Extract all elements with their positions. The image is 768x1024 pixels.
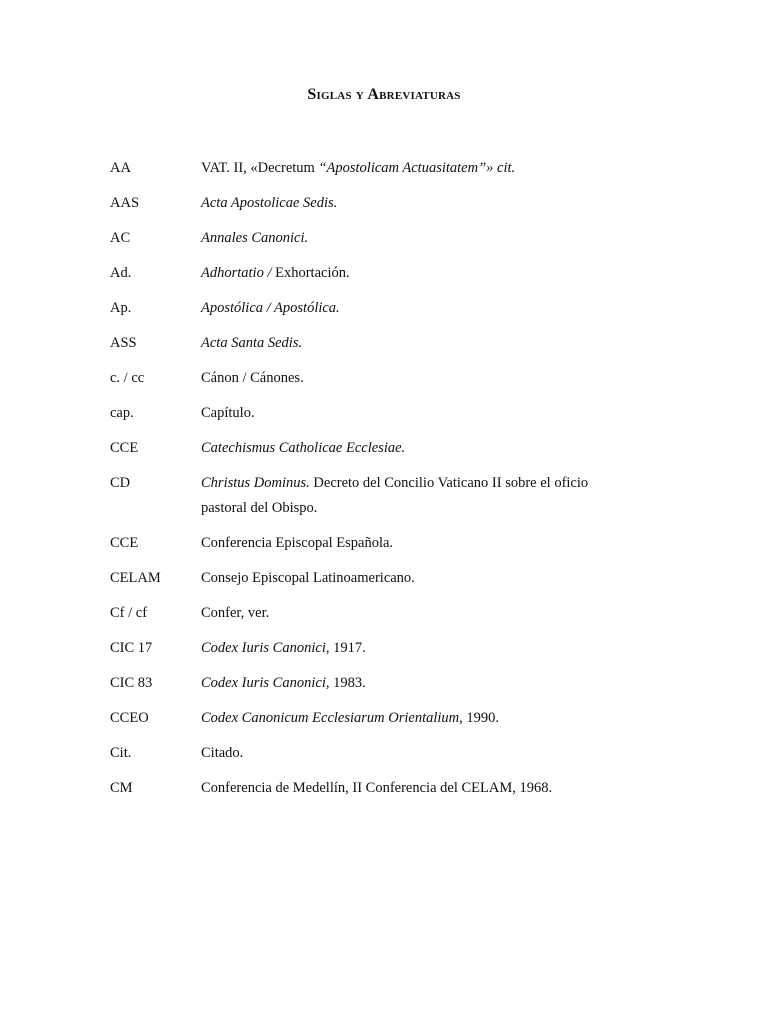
definition-text: Conferencia de Medellín, II Conferencia del CELAM, 1968. [201, 780, 553, 796]
definition-italic-text: Acta Apostolicae Sedis. [201, 195, 338, 211]
definition-text: Exhortación. [275, 265, 350, 281]
abbreviation: AAS [110, 195, 140, 211]
list-item [110, 638, 630, 673]
list-item [110, 333, 630, 368]
list-item [110, 263, 630, 298]
definition [201, 331, 631, 356]
definition [201, 776, 631, 801]
definition-italic-text: Apostólica / Apostólica. [201, 300, 340, 316]
definition-text: Conferencia Episcopal Española. [201, 535, 394, 551]
abbreviation: Ad. [110, 265, 132, 281]
definition-text: Consejo Episcopal Latinoamericano. [201, 570, 415, 586]
abbreviation: Ap. [110, 300, 132, 316]
definition-text: 1983. [329, 675, 366, 691]
definition [201, 156, 631, 181]
abbreviation: ASS [110, 335, 137, 351]
definition [201, 261, 631, 286]
abbreviation: CIC 83 [110, 675, 153, 691]
definition-text: VAT. II, «Decretum [201, 160, 319, 176]
definition [201, 471, 631, 521]
list-item [110, 368, 630, 403]
list-item [110, 778, 630, 813]
abbreviation: CD [110, 475, 131, 491]
definition-text: Citado. [201, 745, 244, 761]
abbreviation: Cit. [110, 745, 132, 761]
page-title: Siglas y Abreviaturas [307, 86, 461, 103]
abbreviation: CM [110, 780, 133, 796]
definition [201, 601, 631, 626]
definition-text: 1917. [329, 640, 366, 656]
list-item [110, 298, 630, 333]
abbreviation: CCEO [110, 710, 149, 726]
abbreviation: CCE [110, 440, 139, 456]
definition-italic-text: Christus Dominus. [201, 475, 310, 491]
list-item [110, 438, 630, 473]
abbreviation: AC [110, 230, 131, 246]
definition-italic-text: Adhortatio / [201, 265, 276, 281]
definition-text: Confer, ver. [201, 605, 270, 621]
definition [201, 366, 631, 391]
list-item [110, 743, 630, 778]
definition-text: 1990. [462, 710, 500, 726]
list-item [110, 473, 630, 533]
definition [201, 296, 631, 321]
list-item [110, 403, 630, 438]
list-item [110, 708, 630, 743]
abbreviation: CELAM [110, 570, 161, 586]
definition-italic-text: “Apostolicam Actuasitatem”» cit. [318, 160, 516, 176]
abbreviation: Cf / cf [110, 605, 148, 621]
definition-italic-text: Acta Santa Sedis. [201, 335, 303, 351]
list-item [110, 228, 630, 263]
abbreviation: c. / cc [110, 370, 145, 386]
definition-italic-text: Codex Iuris Canonici, [201, 640, 330, 656]
list-item [110, 533, 630, 568]
definition-italic-text: Codex Iuris Canonici, [201, 675, 330, 691]
definition-italic-text: Codex Canonicum Ecclesiarum Orientalium, [201, 710, 463, 726]
list-item [110, 568, 630, 603]
abbreviation: CCE [110, 535, 139, 551]
definition-text: Cánon / Cánones. [201, 370, 304, 386]
definition [201, 401, 631, 426]
definition [201, 706, 631, 731]
abbreviation-list [110, 158, 630, 813]
definition [201, 436, 631, 461]
definition [201, 531, 631, 556]
definition [201, 226, 631, 251]
list-item [110, 193, 630, 228]
definition [201, 191, 631, 216]
definition [201, 636, 631, 661]
abbreviation: cap. [110, 405, 134, 421]
definition-text: Decreto del Concilio Vaticano II sobre el oficio pastoral del Obispo. [201, 475, 589, 516]
list-item [110, 603, 630, 638]
definition-text: Capítulo. [201, 405, 255, 421]
definition [201, 671, 631, 696]
definition [201, 566, 631, 591]
definition [201, 741, 631, 766]
abbreviation: AA [110, 160, 131, 176]
definition-italic-text: Catechismus Catholicae Ecclesiae. [201, 440, 406, 456]
list-item [110, 158, 630, 193]
list-item [110, 673, 630, 708]
abbreviation: CIC 17 [110, 640, 153, 656]
definition-italic-text: Annales Canonici. [201, 230, 309, 246]
